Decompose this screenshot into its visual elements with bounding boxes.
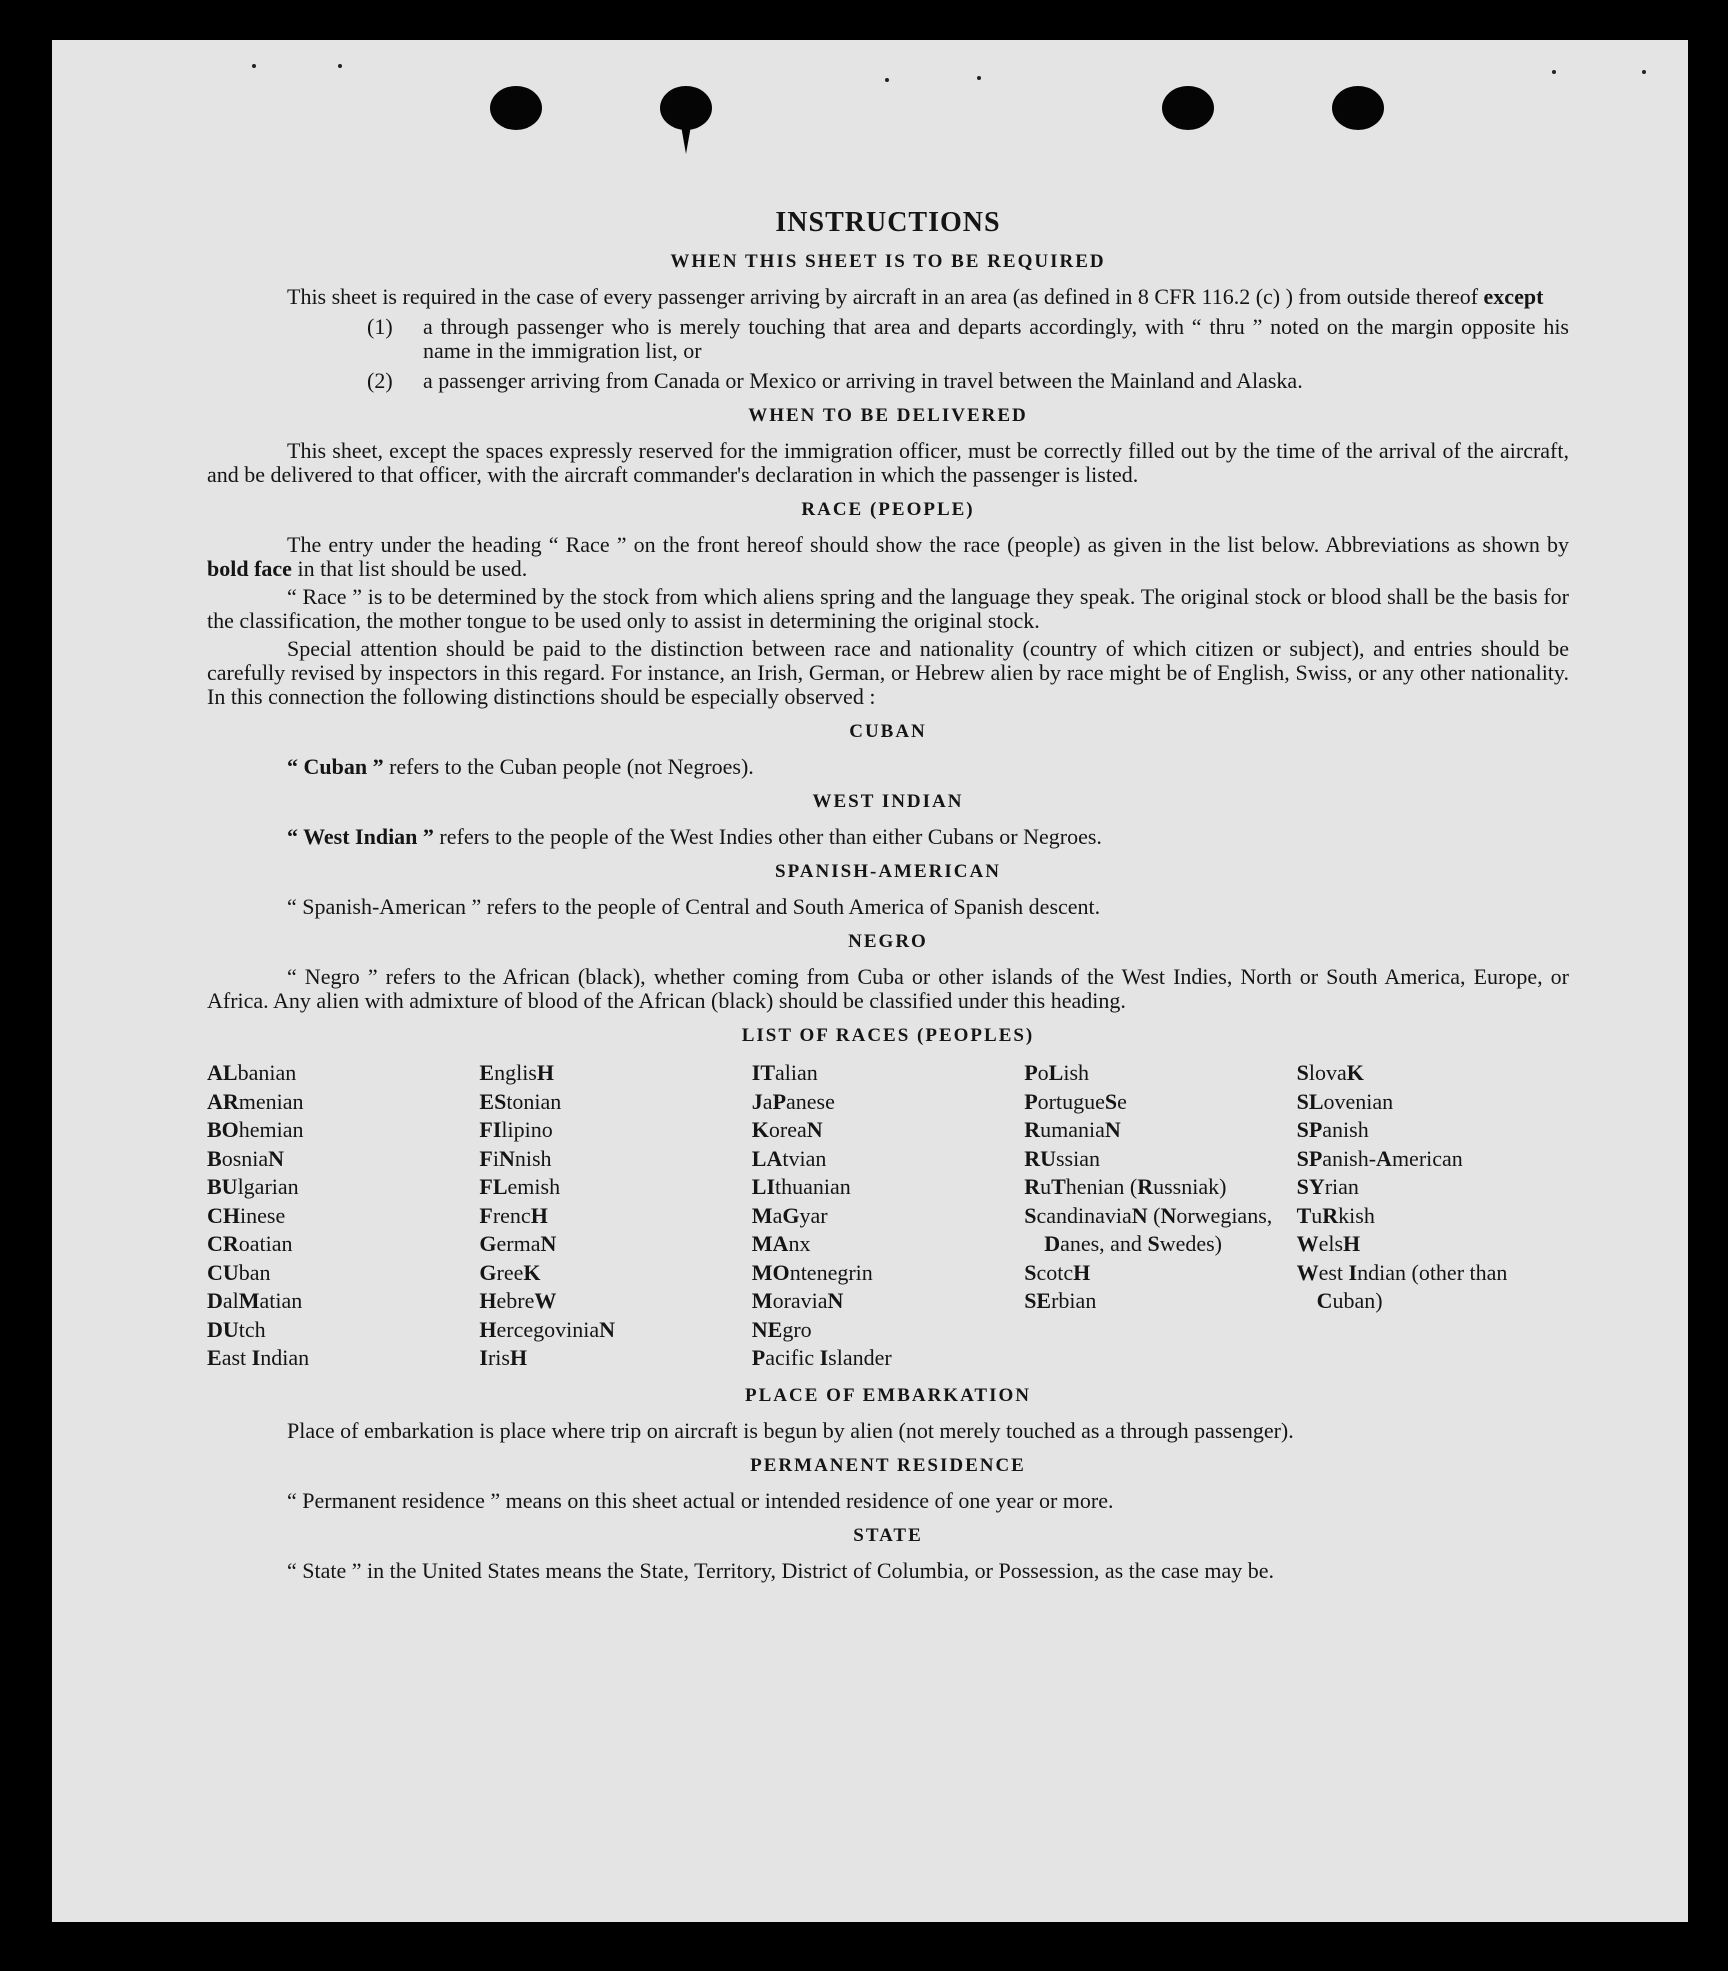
race-entry: ARmenian (207, 1088, 304, 1114)
race-entry: SErbian (1024, 1288, 1097, 1313)
section-heading-residence: PERMANENT RESIDENCE (750, 1454, 1026, 1476)
section-heading-spanish-american: SPANISH-AMERICAN (775, 861, 1001, 882)
section-heading-embarkation: PLACE OF EMBARKATION (745, 1384, 1031, 1406)
race-entry: PoLish (1024, 1060, 1090, 1085)
races-column (479, 1059, 751, 1373)
race-entry: DalMatian (207, 1288, 303, 1313)
race-entry: PortugueSe (1024, 1088, 1127, 1114)
punch-hole (1332, 86, 1384, 130)
race-entry: MoraviaN (751, 1288, 844, 1313)
cuban-term: “ Cuban ” (287, 754, 384, 779)
race-entry: MAnx (751, 1231, 811, 1256)
cuban-text: refers to the Cuban people (not Negroes). (389, 754, 754, 779)
required-item-number: (2) (367, 368, 393, 393)
punch-hole (490, 86, 542, 130)
race-entry: CHinese (207, 1202, 286, 1228)
required-item (207, 315, 1569, 363)
scan-speck (252, 64, 256, 68)
race-entry: WelsH (1296, 1231, 1361, 1256)
races-column (752, 1059, 1024, 1373)
race-entry: Pacific Islander (751, 1345, 892, 1370)
section-heading-cuban: CUBAN (849, 721, 927, 742)
race-entry: RumaniaN (1024, 1117, 1121, 1142)
required-item (207, 369, 1569, 393)
race-entry: EStonian (479, 1088, 562, 1114)
scan-speck (338, 64, 342, 68)
race-entry: MaGyar (751, 1202, 828, 1228)
race-entry: ALbanian (207, 1060, 297, 1085)
section-heading-races-list: LIST OF RACES (PEOPLES) (741, 1025, 1035, 1046)
race-entry: NEgro (751, 1316, 812, 1342)
scan-speck (1642, 70, 1646, 74)
race-entry: KoreaN (751, 1117, 823, 1142)
negro-term: “ Negro ” (287, 964, 378, 989)
race-entry: IrisH (479, 1345, 528, 1370)
races-column (1297, 1059, 1569, 1373)
race-entry: FrencH (479, 1202, 548, 1228)
state-paragraph: “ State ” in the United States means the State, Territory, District of Columbia, or Possession, as the case may be. (287, 1557, 1275, 1583)
race-entry: SLovenian (1296, 1088, 1394, 1114)
required-item-text: a passenger arriving from Canada or Mexico or arriving in travel between the Mainland and Alaska. (423, 368, 1303, 393)
race-paragraph-1 (207, 533, 1569, 581)
race-p1-text-end: in that list should be used. (297, 556, 528, 581)
race-entry: CRoatian (207, 1231, 293, 1256)
west-indian-text: refers to the people of the West Indies other than either Cubans or Negroes. (439, 824, 1102, 849)
race-entry: JaPanese (751, 1088, 835, 1114)
scan-speck (1552, 70, 1556, 74)
document-sheet (52, 40, 1688, 1922)
section-heading-race: RACE (PEOPLE) (801, 499, 975, 520)
race-entry: LIthuanian (751, 1174, 851, 1199)
races-list (207, 1059, 1569, 1373)
race-p1-text: The entry under the heading “ Race ” on the front hereof should show the race (people) as given in the list below. Abbreviations as shown by (287, 532, 1569, 557)
race-entry: RUssian (1024, 1145, 1100, 1171)
punch-hole (660, 86, 712, 130)
race-entry: RuThenian (Russniak) (1024, 1174, 1227, 1199)
race-entry: SPanish-American (1296, 1145, 1463, 1171)
race-entry: FLemish (479, 1174, 561, 1199)
race-entry: BosniaN (207, 1145, 285, 1171)
section-heading-required: WHEN THIS SHEET IS TO BE REQUIRED (670, 251, 1106, 272)
required-item-number: (1) (367, 314, 393, 339)
race-p1-bold: bold face (207, 556, 292, 581)
instructions-content (207, 167, 1569, 1587)
spanish-american-term: “ Spanish-American ” (287, 894, 482, 919)
race-entry: BUlgarian (207, 1174, 299, 1199)
section-heading-delivered: WHEN TO BE DELIVERED (748, 405, 1028, 426)
race-entry: SYrian (1296, 1174, 1359, 1199)
section-heading-negro: NEGRO (848, 931, 928, 952)
scan-speck (885, 78, 889, 82)
spanish-american-definition (207, 895, 1569, 919)
residence-paragraph: “ Permanent residence ” means on this sheet actual or intended residence of one year or more. (287, 1487, 1114, 1513)
race-entry: MOntenegrin (751, 1259, 873, 1285)
required-text: This sheet is required in the case of every passenger arriving by aircraft in an area (as defined in 8 CFR 116.2 (c) ) from outside thereof (287, 284, 1479, 309)
required-item-text: a through passenger who is merely touching that area and departs accordingly, with “ thru ” noted on the margin opposite his name in the immigration list, or (423, 314, 1569, 363)
race-entry: SlovaK (1296, 1060, 1364, 1085)
required-except: except (1483, 284, 1544, 309)
scan-speck (977, 76, 981, 80)
race-entry: ScotcH (1024, 1259, 1091, 1285)
required-paragraph (207, 285, 1569, 309)
embarkation-paragraph: Place of embarkation is place where trip on aircraft is begun by alien (not merely touched as a through passenger). (287, 1417, 1294, 1443)
race-entry: FIlipino (479, 1117, 553, 1142)
race-entry: GreeK (479, 1259, 541, 1285)
spanish-american-text: refers to the people of Central and South America of Spanish descent. (486, 894, 1101, 919)
race-entry: GermaN (479, 1231, 557, 1256)
page-title: INSTRUCTIONS (775, 207, 1001, 238)
race-entry: TuRkish (1296, 1202, 1375, 1228)
punch-hole (1162, 86, 1214, 130)
race-entry: ITalian (751, 1060, 818, 1085)
race-entry: ScandinaviaN (Norwegians, Danes, and Swedes) (1024, 1202, 1273, 1256)
race-entry: East Indian (207, 1345, 310, 1370)
race-entry: HercegoviniaN (479, 1316, 616, 1342)
negro-text: refers to the African (black), whether coming from Cuba or other islands of the West Indies, North or South America, Europe, or Africa. Any alien with admixture of blood of the African (black) should be classified under this heading. (207, 964, 1569, 1013)
delivered-paragraph: This sheet, except the spaces expressly reserved for the immigration officer, must be correctly filled out by the time of the arrival of the aircraft, and be delivered to that officer, with the aircraft commander's declaration in which the passenger is listed. (207, 438, 1569, 487)
race-entry: HebreW (479, 1288, 557, 1313)
west-indian-term: “ West Indian ” (287, 824, 434, 849)
races-column (1024, 1059, 1296, 1373)
section-heading-west-indian: WEST INDIAN (812, 791, 964, 812)
race-entry: CUban (207, 1259, 271, 1285)
cuban-definition (207, 755, 1569, 779)
race-paragraph-3: Special attention should be paid to the distinction between race and nationality (country of which citizen or subject), and entries should be carefully revised by inspectors in this regard. For instance, an Irish, German, or Hebrew alien by race might be of English, Swiss, or any other nationality. In this connection the following distinctions should be especially observed : (207, 636, 1569, 709)
race-entry: West Indian (other than Cuban) (1296, 1259, 1508, 1313)
west-indian-definition (207, 825, 1569, 849)
negro-definition (207, 965, 1569, 1013)
race-entry: FiNnish (479, 1145, 552, 1171)
race-entry: BOhemian (207, 1117, 304, 1142)
race-entry: EnglisH (479, 1060, 554, 1085)
races-column (207, 1059, 479, 1373)
race-entry: SPanish (1296, 1117, 1369, 1142)
section-heading-state: STATE (853, 1524, 923, 1546)
race-entry: DUtch (207, 1316, 266, 1342)
race-paragraph-2: “ Race ” is to be determined by the stock from which aliens spring and the language they speak. The original stock or blood shall be the basis for the classification, the mother tongue to be used only to assist in determining the original stock. (207, 584, 1569, 633)
race-entry: LAtvian (751, 1145, 827, 1171)
